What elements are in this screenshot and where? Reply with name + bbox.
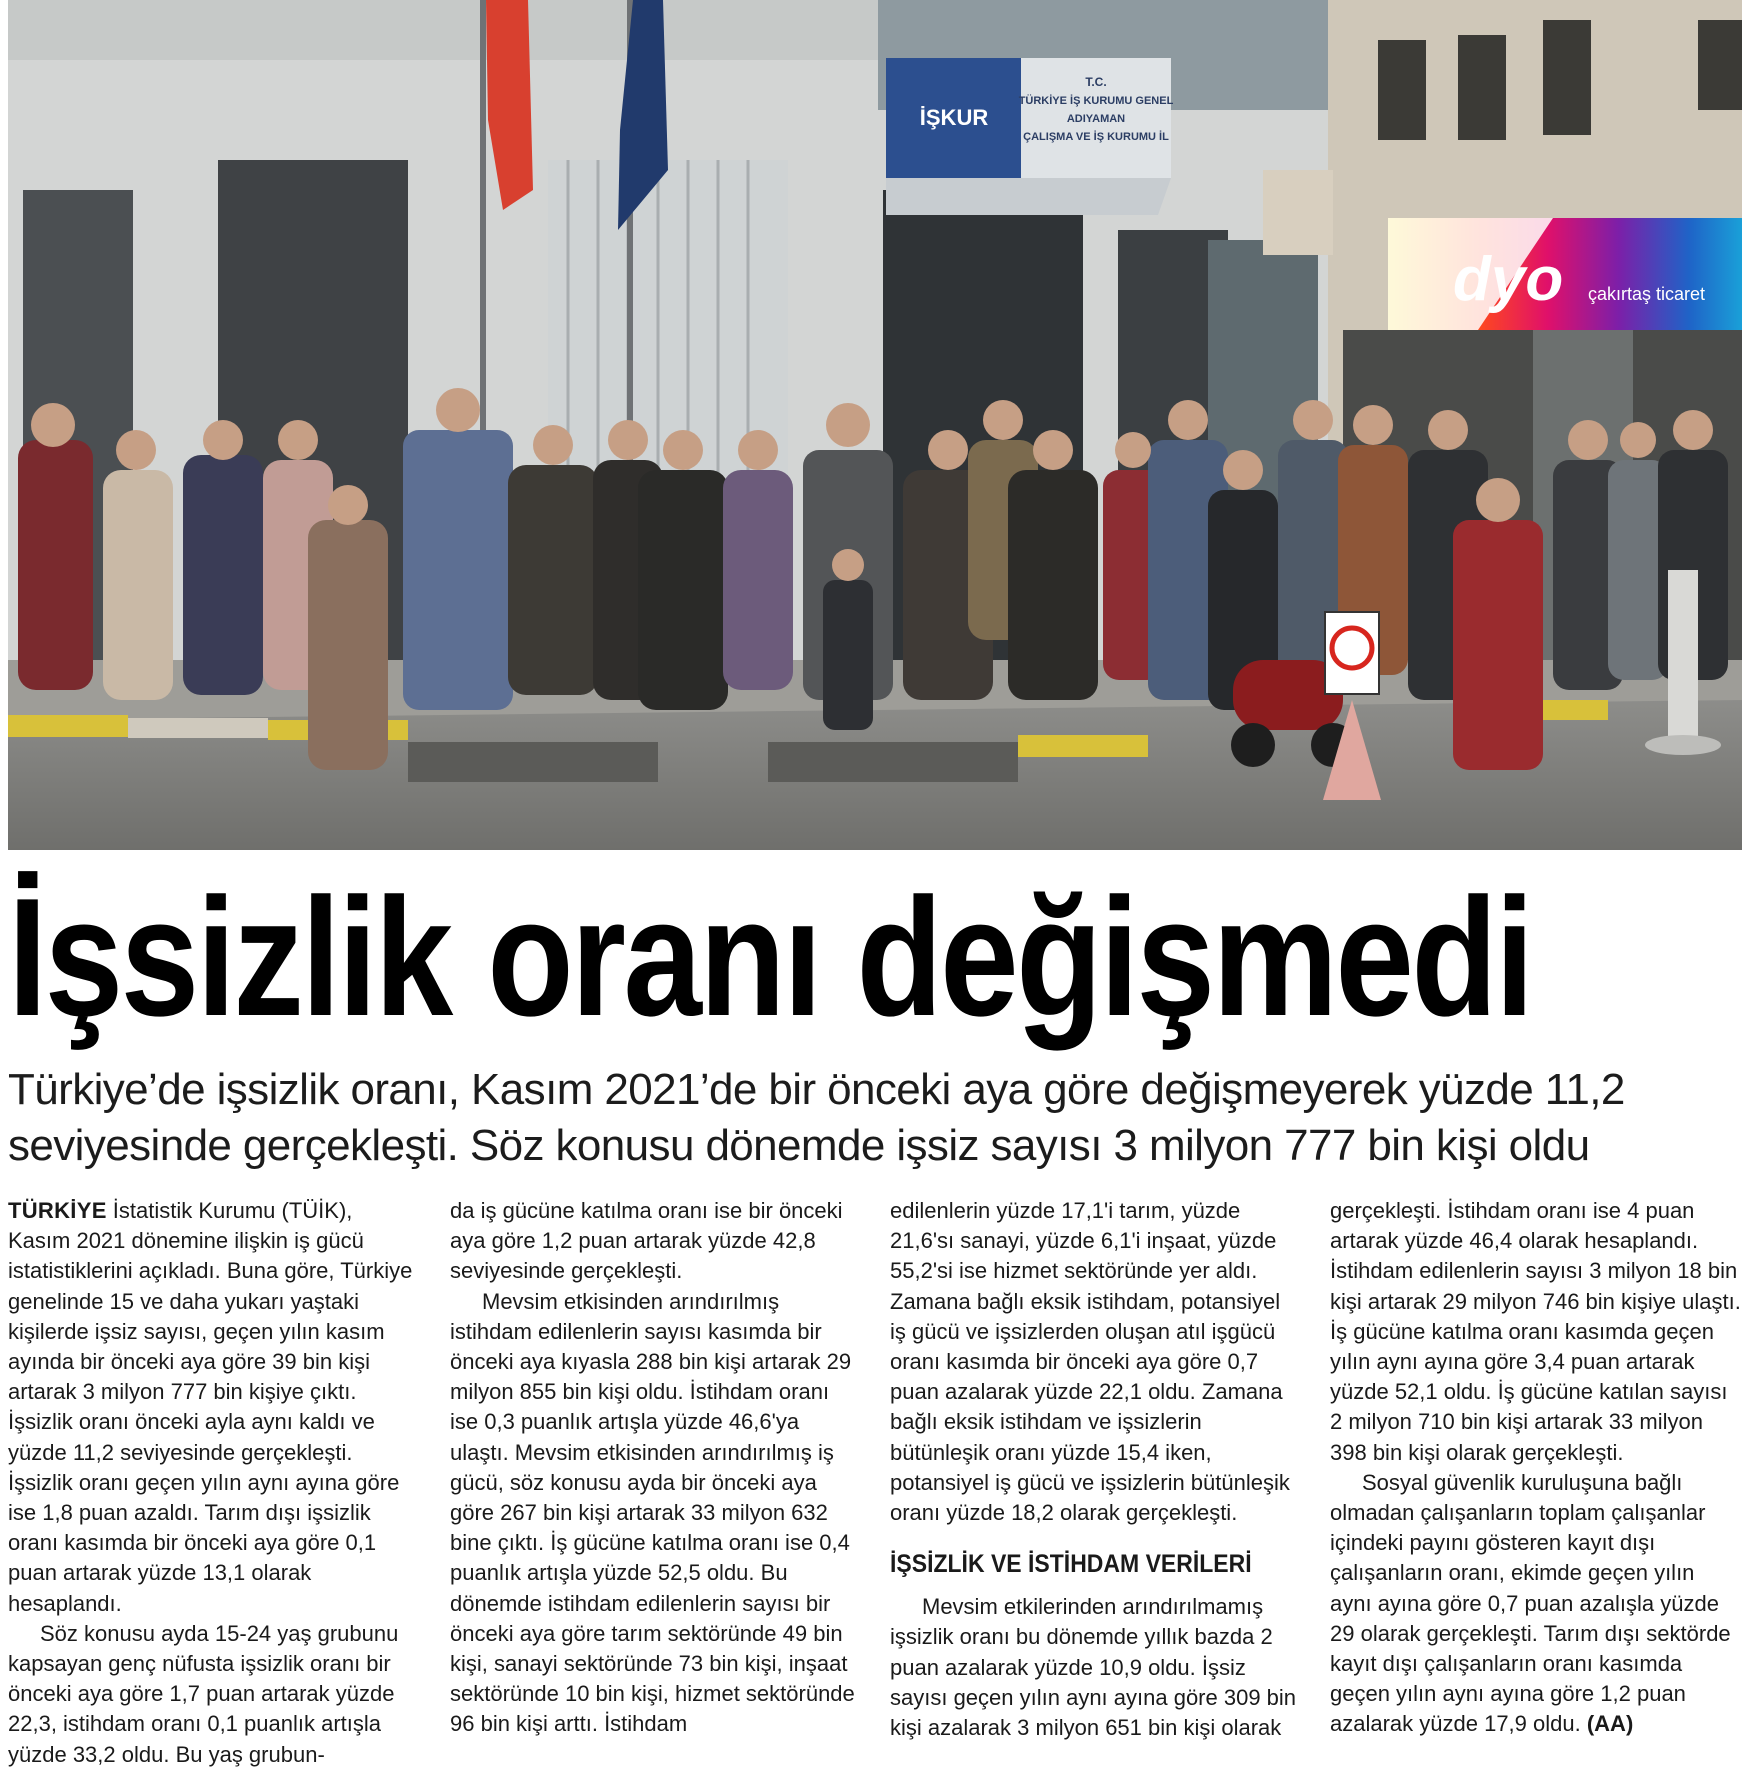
photo-illustration xyxy=(8,0,1742,850)
paragraph xyxy=(1330,1468,1742,1740)
article-headline: İşsizlik oranı değişmedi xyxy=(8,863,1532,1051)
column-2 xyxy=(450,1196,862,1753)
section-subhead: İŞSİZLİK VE İSTİHDAM VERİLERİ xyxy=(890,1550,1252,1579)
paragraph-text: İstatistik Kurumu (TÜİK), Kasım 2021 dönemine ilişkin iş gücü istatistiklerini açıkladı. Buna göre, Türkiye genelinde 15 ve daha yukarı yaştaki kişilerde işsiz sayısı, geçen yılın kasım ayında bir önceki aya göre 39 bin kişi artarak 3 milyon 777 bin kişiye çıktı. İşsizlik oranı önceki ayla aynı kaldı ve yüzde 11,2 seviyesinde gerçekleşti. İşsizlik oranı geçen yılın aynı ayına göre ise 1,8 puan azaldı. Tarım dışı işsizlik oranı kasımda bir önceki aya göre 0,1 puan artarak yüzde 13,1 olarak hesaplandı. xyxy=(8,1198,413,1616)
paragraph-text: Sosyal güvenlik kuruluşuna bağlı olmadan çalışanların toplam çalışanlar içindeki payını gösteren kayıt dışı çalışanların oranı, ekimde geçen yılın aynı ayına göre 0,7 puan azalışla yüzde 29 olarak gerçekleşti. Tarım dışı sektörde kayıt dışı çalışanların oranı kasımda geçen yılın aynı ayına göre 1,2 puan azalarak yüzde 17,9 oldu. xyxy=(1330,1469,1731,1737)
column-1 xyxy=(8,1196,420,1767)
paragraph: Mevsim etkilerinden arındırılmamış işsizlik oranı bu dönemde yıllık bazda 2 puan azalarak yüzde 10,9 oldu. İşsiz sayısı geçen yılın aynı ayına göre 309 bin kişi azalarak 3 milyon 651 bin kişi olarak xyxy=(890,1594,1297,1741)
dyo-logo-text: dyo xyxy=(1453,245,1564,314)
lead-word: TÜRKİYE xyxy=(8,1198,107,1223)
paragraph: da iş gücüne katılma oranı ise bir önceki aya göre 1,2 puan artarak yüzde 42,8 seviyesinde gerçekleşti. xyxy=(450,1198,843,1284)
sign-line-1: T.C. xyxy=(1085,75,1107,89)
iskur-logo-text: İŞKUR xyxy=(919,105,989,130)
sign-line-3: ADIYAMAN xyxy=(1066,113,1126,125)
paragraph: gerçekleşti. İstihdam oranı ise 4 puan artarak yüzde 46,4 olarak hesaplandı. İstihdam edilenlerin sayısı 3 milyon 18 bin kişi artarak 29 milyon 746 bin kişiye ulaştı. İş gücüne katılma oranı kasımda geçen yılın aynı ayına göre 3,4 puan artarak yüzde 52,1 oldu. İş gücüne katılan sayısı 2 milyon 710 bin kişi artarak 33 milyon 398 bin kişi olarak gerçekleşti. xyxy=(1330,1198,1741,1465)
paragraph xyxy=(8,1196,420,1619)
paragraph: Mevsim etkisinden arındırılmış istihdam edilenlerin sayısı kasımda bir önceki aya kıyasla 288 bin kişi artarak 29 milyon 855 bin kişi oldu. İstihdam oranı ise 0,3 puanlık artışla yüzde 46,6'ya ulaştı. Mevsim etkisinden arındırılmış iş gücü, söz konusu ayda bir önceki aya göre 267 bin kişi artarak 33 milyon 632 bine çıktı. İş gücüne katılma oranı ise 0,4 puanlık artışla yüzde 52,5 oldu. Bu dönemde istihdam edilenlerin sayısı bir önceki aya göre tarım sektöründe 49 bin kişi, sanayi sektöründe 73 bin kişi, inşaat sektöründe 10 bin kişi, hizmet sektöründe 96 bin kişi arttı. İstihdam xyxy=(450,1288,855,1737)
paragraph: Söz konusu ayda 15-24 yaş grubunu kapsayan genç nüfusta işsizlik oranı bir önceki aya göre 1,7 puan artarak yüzde 22,3, istihdam oranı 0,1 puanlık artışla yüzde 33,2 oldu. Bu yaş grubun- xyxy=(8,1620,399,1767)
column-3 xyxy=(890,1196,1302,1753)
sign-line-2: TÜRKİYE İŞ KURUMU GENEL xyxy=(1018,95,1174,107)
news-photo xyxy=(8,0,1742,850)
shop-name-text: çakırtaş ticaret xyxy=(1588,284,1706,304)
article-deck: Türkiye’de işsizlik oranı, Kasım 2021’de bir önceki aya göre değişmeyerek yüzde 11,2 seviyesinde gerçekleşti. Söz konusu dönemde işsiz sayısı 3 milyon 777 bin kişi oldu xyxy=(8,1065,1625,1170)
agency-signature: (AA) xyxy=(1586,1711,1634,1737)
article-body xyxy=(8,1196,1742,1767)
sign-line-4: ÇALIŞMA VE İŞ KURUMU İL xyxy=(1023,131,1169,143)
column-4 xyxy=(1330,1196,1742,1753)
paragraph: edilenlerin yüzde 17,1'i tarım, yüzde 21,6'sı sanayi, yüzde 6,1'i inşaat, yüzde 55,2'si ise hizmet sektöründe yer aldı. Zamana bağlı eksik istihdam, potansiyel iş gücü ve işsizlerden oluşan atıl işgücü oranı kasımda bir önceki aya göre 0,7 puan azalarak yüzde 22,1 oldu. Zamana bağlı eksik istihdam ve işsizlerin bütünleşik oranı yüzde 15,4 iken, potansiyel iş gücü ve işsizlerin bütünleşik oranı yüzde 18,2 olarak gerçekleşti. xyxy=(890,1198,1290,1526)
